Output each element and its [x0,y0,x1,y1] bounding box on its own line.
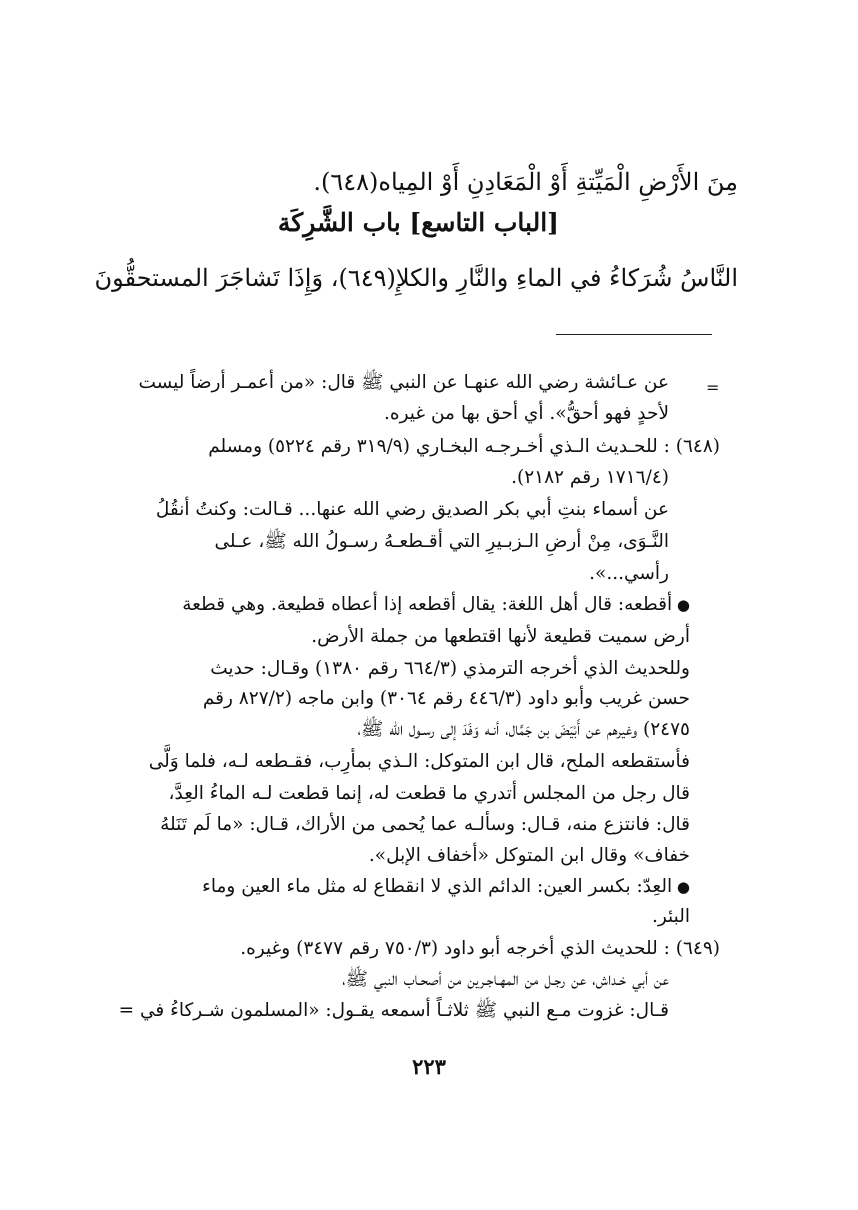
footnote-line: قال: فانتزع منه، قـال: وسألـه عما يُحمى من الأراك، قـال: «ما لَم تَنَلهُ [160,814,690,835]
footnote-line: ● العِدّ: بكسر العين: الدائم الذي لا انقطاع له مثل ماء العين وماء [202,876,690,897]
footnote-line: لأحدٍ فهو أحقُّ». أي أحق بها من غيره. [384,403,669,424]
footnote-separator [556,334,712,335]
footnote-line: قـال: غزوت مـع النبي ﷺ ثلاثـاً أسمعه يقـول: «المسلمون شـركاءُ في = [118,1000,669,1021]
footnote-line: ● أقطعه: قال أهل اللغة: يقال أقطعه إذا أعطاه قطيعة. وهي قطعة [182,594,690,615]
footnote-line: أرض سميت قطيعة لأنها اقتطعها من جملة الأرض. [311,626,690,647]
footnote-line: حسن غريب وأبو داود (٤٤٦/٣ رقم ٣٠٦٤) وابن ماجه (٨٢٧/٢ رقم [202,688,690,709]
main-text-line-1: مِنَ الأَرْضِ الْمَيِّتةِ أَوْ الْمَعَادِنِ أَوْ المِياه(٦٤٨). [313,168,738,196]
footnote-line: ٢٤٧٥) وغيرهم عن أَبْيَضَ بن جَمَّال، أنـه وَفَدَ إلى رسـول الله ﷺ، [357,719,690,740]
footnote-line: رأسي...». [589,563,669,584]
footnote-line: البئر. [651,906,690,927]
page-number: ٢٢٣ [412,1054,446,1079]
bullet-icon: ● [672,878,690,896]
footnote-line: عن أسماء بنتِ أبي بكر الصديق رضي الله عنها... قـالت: وكنتُ أنقُلُ [155,499,669,520]
footnote-line: قال رجل من المجلس أتدري ما قطعت له، إنما قطعت لـه الماءُ العِدَّ، [168,783,690,804]
footnote-line: فأستقطعه الملح، قال ابن المتوكل: الـذي بمأرِب، فقـطعه لـه، فلما وَلَّى [148,751,690,772]
chapter-heading: [الباب التاسع] باب الشَّرِكَة [277,208,559,237]
footnote-line: خفاف» وقال ابن المتوكل «أخفاف الإبل». [368,845,690,866]
bullet-icon: ● [672,596,690,614]
footnote-line: (٦٤٨) : للحـديث الـذي أخـرجـه البخـاري (٣١٩/٩ رقم ٥٢٢٤) ومسلم [208,436,720,457]
footnote-line: (١٧١٦/٤ رقم ٢١٨٢). [511,467,669,488]
footnote-line: (٦٤٩) : للحديث الذي أخرجه أبو داود (٧٥٠/٣ رقم ٣٤٧٧) وغيره. [240,938,720,959]
main-text-line-3: النَّاسُ شُرَكاءُ في الماءِ والنَّارِ والكلإِ(٦٤٩)، وَإِذَا تَشاجَرَ المستحقُّونَ [94,264,738,292]
footnote-line: وللحديث الذي أخرجه الترمذي (٦٦٤/٣ رقم ١٣٨٠) وقـال: حديث [210,658,690,679]
continuation-mark: = [706,378,720,397]
footnote-line: عن أبي خـداش، عن رجـل من المهـاجـرين من أصحـاب النبي ﷺ، [342,969,669,990]
footnote-line: النَّـوَى، مِنْ أرضِ الـزبـيرِ التي أقـطعـهُ رسـولُ الله ﷺ، عـلى [214,531,669,552]
footnote-line: عن عـائشة رضي الله عنهـا عن النبي ﷺ قال: «من أعمـر أرضاً ليست [138,372,669,393]
